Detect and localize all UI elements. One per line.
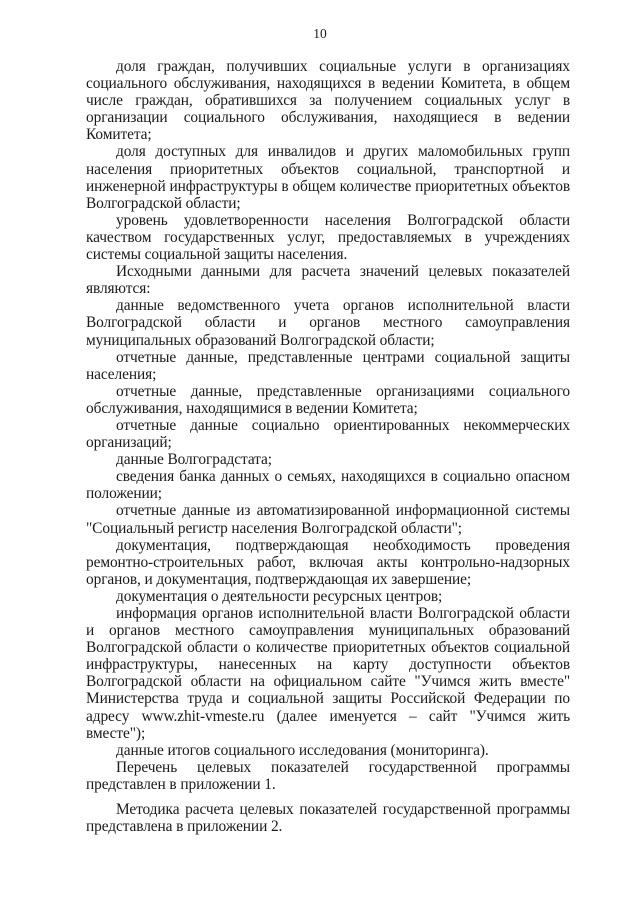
paragraph-12: документация, подтверждающая необходимость проведения ремонтно-строительных работ, включая акты контрольно-надзорных органов, и документация, подтверждающая их завершение; — [86, 536, 570, 588]
paragraph-14: информация органов исполнительной власти Волгоградской области и органов местного самоуправления муниципальных образований Волгоградской области о количестве приоритетных объектов социальной инфраструктуры, нанесенных на карту доступности объектов Волгоградской области на официальном сайте "Учимся жить вместе" Министерства труда и социальной защиты Российской Федерации по адресу www.zhit-vmeste.ru (далее именуется – сайт "Учимся жить вместе"); — [86, 605, 570, 742]
paragraph-13: документация о деятельности ресурсных центров; — [116, 587, 443, 605]
page-number: 10 — [313, 26, 327, 41]
paragraph-7: отчетные данные, представленные организациями социального обслуживания, находящимися в ведении Комитета; — [86, 382, 570, 417]
paragraph-8: отчетные данные социально ориентированных некоммерческих организаций; — [86, 416, 570, 452]
paragraph-6: отчетные данные, представленные центрами социальной защиты населения; — [86, 348, 570, 383]
paragraph-17: Методика расчета целевых показателей государственной программы представлена в приложении 2. — [86, 801, 570, 836]
paragraph-1: доля граждан, получивших социальные услуги в организациях социального обслуживания, находящихся в ведении Комитета, в общем числе граждан, обратившихся за получением социальных услуг в организации социального обслуживания, находящиеся в ведении Комитета; — [86, 58, 570, 144]
paragraph-10: сведения банка данных о семьях, находящихся в социально опасном положении; — [86, 468, 570, 503]
paragraph-5: данные ведомственного учета органов исполнительной власти Волгоградской области и органов местного самоуправления муниципальных образований Волгоградской области; — [86, 297, 570, 349]
paragraph-3: уровень удовлетворенности населения Волгоградской области качеством государственных услуг, предоставляемых в учреждениях системы социальной защиты населения. — [86, 211, 570, 264]
paragraph-16: Перечень целевых показателей государственной программы представлен в приложении 1. — [86, 758, 570, 793]
paragraph-9: данные Волгоградстата; — [116, 451, 272, 469]
paragraph-15: данные итогов социального исследования (мониторинга). — [116, 741, 489, 759]
paragraph-2: доля доступных для инвалидов и других маломобильных групп населения приоритетных объектов социальной, транспортной и инженерной инфраструктуры в общем количестве приоритетных объектов Волгоградской области; — [86, 143, 570, 212]
paragraph-11: отчетные данные из автоматизированной информационной системы "Социальный регистр населения Волгоградской области"; — [86, 502, 570, 537]
paragraph-4: Исходными данными для расчета значений целевых показателей являются: — [86, 263, 570, 298]
document-body — [86, 58, 570, 835]
